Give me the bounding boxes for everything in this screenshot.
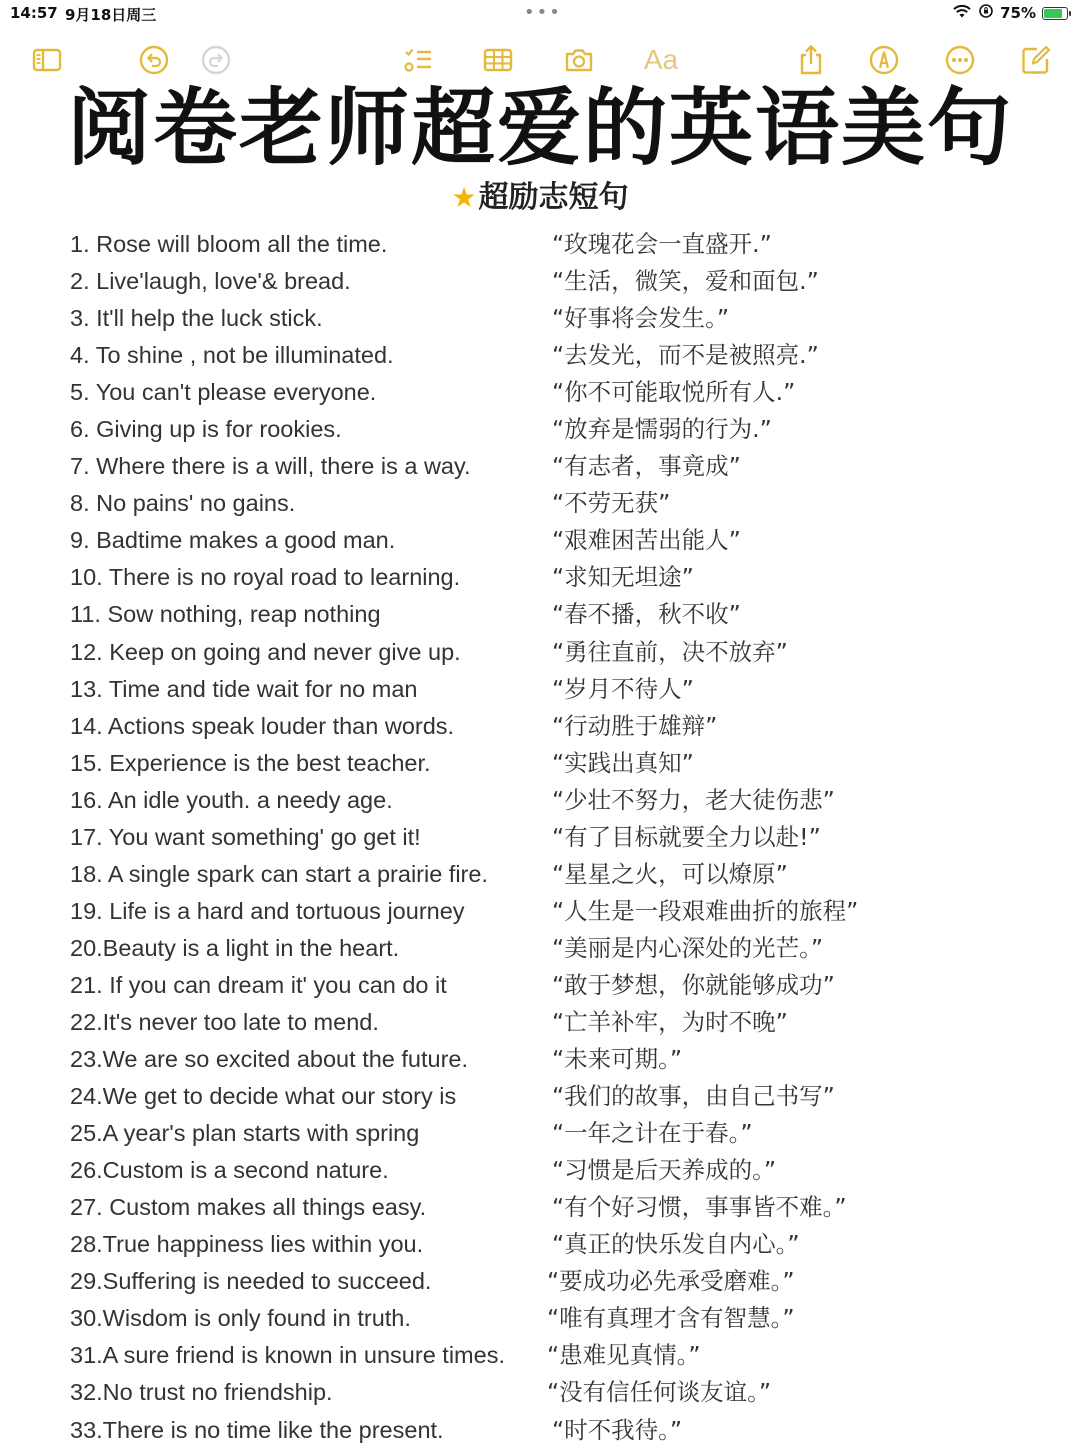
markup-pen-icon[interactable] — [864, 40, 904, 80]
list-item — [0, 263, 1080, 300]
chinese-translation: “求知无坦途” — [552, 563, 694, 592]
status-bar — [0, 0, 1080, 28]
list-item — [0, 337, 1080, 374]
english-sentence: 9. Badtime makes a good man. — [70, 527, 396, 554]
chinese-translation: “星星之火，可以燎原” — [552, 859, 788, 888]
list-item — [0, 856, 1080, 893]
chinese-translation: “放弃是懦弱的行为.” — [552, 415, 772, 444]
english-sentence: 3. It'll help the luck stick. — [70, 305, 323, 332]
list-item — [0, 1189, 1080, 1226]
chinese-translation: “你不可能取悦所有人.” — [552, 378, 796, 407]
chinese-translation: “实践出真知” — [552, 748, 694, 777]
list-item — [0, 671, 1080, 708]
list-item — [0, 782, 1080, 819]
english-sentence: 23.We are so excited about the future. — [70, 1046, 469, 1073]
chinese-translation: “人生是一段艰难曲折的旅程” — [552, 896, 859, 925]
status-date: 9月18日周三 — [65, 6, 157, 24]
chinese-translation: “患难见真情。” — [547, 1341, 701, 1370]
list-item — [0, 634, 1080, 671]
english-sentence: 22.It's never too late to mend. — [70, 1008, 379, 1035]
english-sentence: 20.Beauty is a light in the heart. — [70, 934, 400, 961]
text-format-icon[interactable]: Aa — [643, 44, 679, 75]
english-sentence: 15. Experience is the best teacher. — [70, 749, 431, 776]
english-sentence: 14. Actions speak louder than words. — [70, 712, 455, 739]
chinese-translation: “有了目标就要全力以赴!” — [552, 822, 821, 851]
table-icon[interactable] — [478, 40, 518, 80]
chinese-translation: “亡羊补牢，为时不晚” — [552, 1007, 788, 1036]
list-item — [0, 893, 1080, 930]
english-sentence: 32.No trust no friendship. — [70, 1379, 333, 1406]
english-sentence: 12. Keep on going and never give up. — [70, 638, 461, 665]
chinese-translation: “有个好习惯，事事皆不难。” — [552, 1193, 847, 1222]
english-sentence: 16. An idle youth. a needy age. — [70, 786, 393, 813]
english-sentence: 29.Suffering is needed to succeed. — [70, 1268, 432, 1295]
english-sentence: 21. If you can dream it' you can do it — [70, 971, 447, 998]
wifi-icon — [952, 3, 972, 23]
english-sentence: 19. Life is a hard and tortuous journey — [70, 897, 465, 924]
chinese-translation: “唯有真理才含有智慧。” — [547, 1304, 795, 1333]
english-sentence: 28.True happiness lies within you. — [70, 1231, 424, 1258]
english-sentence: 24.We get to decide what our story is — [70, 1083, 457, 1110]
sidebar-icon[interactable] — [27, 40, 67, 80]
chinese-translation: “美丽是内心深处的光芒。” — [552, 933, 824, 962]
english-sentence: 33.There is no time like the present. — [70, 1416, 444, 1443]
english-sentence: 10. There is no royal road to learning. — [70, 564, 461, 591]
english-sentence: 7. Where there is a will, there is a way. — [70, 453, 471, 480]
list-item — [0, 930, 1080, 967]
list-item — [0, 1337, 1080, 1374]
english-sentence: 4. To shine , not be illuminated. — [70, 342, 394, 369]
chinese-translation: “我们的故事，由自己书写” — [552, 1082, 835, 1111]
chinese-translation: “习惯是后天养成的。” — [552, 1156, 777, 1185]
list-item — [0, 1115, 1080, 1152]
multitasking-dots-icon[interactable]: ••• — [524, 2, 562, 23]
list-item — [0, 1004, 1080, 1041]
battery-icon — [1042, 7, 1068, 20]
status-time: 14:57 — [10, 4, 58, 22]
list-item — [0, 1263, 1080, 1300]
english-sentence: 26.Custom is a second nature. — [70, 1157, 389, 1184]
chinese-translation: “行动胜于雄辩” — [552, 711, 718, 740]
list-item — [0, 411, 1080, 448]
list-item — [0, 300, 1080, 337]
list-item — [0, 708, 1080, 745]
english-sentence: 27. Custom makes all things easy. — [70, 1194, 427, 1221]
list-item — [0, 1078, 1080, 1115]
list-item — [0, 1041, 1080, 1078]
share-icon[interactable] — [791, 40, 831, 80]
chinese-translation: “有志者，事竟成” — [552, 452, 741, 481]
chinese-translation: “岁月不待人” — [552, 674, 694, 703]
chinese-translation: “未来可期。” — [552, 1045, 683, 1074]
chinese-translation: “敢于梦想，你就能够成功” — [552, 970, 835, 999]
checklist-icon[interactable] — [398, 40, 438, 80]
list-item — [0, 522, 1080, 559]
list-item — [0, 485, 1080, 522]
more-icon[interactable] — [940, 40, 980, 80]
list-item — [0, 374, 1080, 411]
subtitle-text: 超励志短句 — [478, 180, 629, 215]
list-item — [0, 1374, 1080, 1411]
list-item — [0, 1226, 1080, 1263]
chinese-translation: “少壮不努力，老大徒伤悲” — [552, 785, 835, 814]
chinese-translation: “不劳无获” — [552, 489, 671, 518]
chinese-translation: “勇往直前，决不放弃” — [552, 637, 788, 666]
list-item — [0, 596, 1080, 633]
english-sentence: 2. Live'laugh, love'& bread. — [70, 268, 351, 295]
redo-icon[interactable] — [196, 40, 236, 80]
camera-icon[interactable] — [559, 40, 599, 80]
note-title: 阅卷老师超爱的英语美句 — [66, 79, 1013, 177]
english-sentence: 18. A single spark can start a prairie fire. — [70, 860, 488, 887]
chinese-translation: “玫瑰花会一直盛开.” — [552, 230, 772, 258]
chinese-translation: “要成功必先承受磨难。” — [547, 1267, 795, 1296]
undo-icon[interactable] — [134, 40, 174, 80]
list-item — [0, 1152, 1080, 1189]
list-item — [0, 819, 1080, 856]
english-sentence: 6. Giving up is for rookies. — [70, 416, 342, 443]
sentence-list — [0, 226, 1080, 1449]
english-sentence: 17. You want something' go get it! — [70, 823, 421, 850]
english-sentence: 11. Sow nothing, reap nothing — [70, 601, 381, 628]
battery-percent: 75% — [1000, 4, 1036, 22]
star-icon: ★ — [451, 181, 477, 214]
english-sentence: 25.A year's plan starts with spring — [70, 1120, 420, 1147]
english-sentence: 13. Time and tide wait for no man — [70, 675, 418, 702]
rotation-lock-icon — [978, 3, 994, 23]
english-sentence: 31.A sure friend is known in unsure times. — [70, 1342, 505, 1369]
english-sentence: 8. No pains' no gains. — [70, 490, 296, 517]
chinese-translation: “没有信任何谈友谊。” — [547, 1378, 772, 1407]
status-indicators — [952, 3, 1068, 23]
english-sentence: 30.Wisdom is only found in truth. — [70, 1305, 411, 1332]
note-subtitle — [0, 176, 1080, 220]
list-item — [0, 1412, 1080, 1449]
chinese-translation: “好事将会发生。” — [552, 304, 730, 333]
chinese-translation: “去发光，而不是被照亮.” — [552, 341, 819, 370]
chinese-translation: “生活，微笑，爱和面包.” — [552, 267, 819, 296]
english-sentence: 5. You can't please everyone. — [70, 379, 377, 406]
chinese-translation: “艰难困苦出能人” — [552, 526, 741, 555]
list-item — [0, 967, 1080, 1004]
chinese-translation: “一年之计在于春。” — [552, 1119, 753, 1148]
chinese-translation: “时不我待。” — [552, 1415, 683, 1444]
list-item — [0, 448, 1080, 485]
english-sentence: 1. Rose will bloom all the time. — [70, 231, 388, 257]
list-item — [0, 1300, 1080, 1337]
list-item — [0, 226, 1080, 263]
chinese-translation: “真正的快乐发自内心。” — [552, 1230, 800, 1259]
compose-icon[interactable] — [1016, 40, 1056, 80]
chinese-translation: “春不播，秋不收” — [552, 600, 741, 629]
list-item — [0, 559, 1080, 596]
list-item — [0, 745, 1080, 782]
